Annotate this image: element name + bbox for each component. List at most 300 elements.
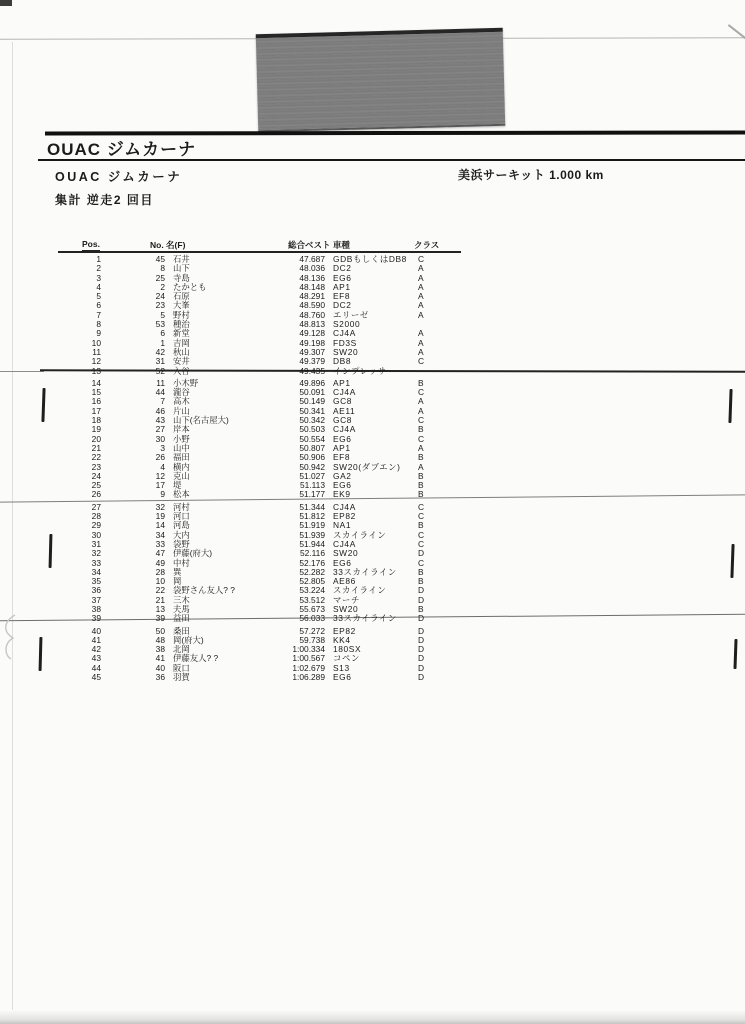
cell-car: GDBもしくはDB8 xyxy=(333,254,407,264)
cell-car: AP1 xyxy=(333,442,351,453)
cell-name: 益田 xyxy=(173,613,190,624)
results-table xyxy=(62,239,458,682)
cell-no: 10 xyxy=(155,576,165,587)
cell-car: AP1 xyxy=(333,281,351,292)
cell-cls: D xyxy=(418,662,425,673)
cell-car: EK9 xyxy=(333,489,351,500)
table-row xyxy=(62,481,458,490)
cell-time: 50.906 xyxy=(299,452,325,463)
cell-cls: C xyxy=(418,511,425,522)
cell-car: FD3S xyxy=(333,337,357,348)
cell-car: SW20 xyxy=(333,548,359,559)
cell-pos: 5 xyxy=(96,291,101,302)
cell-no: 5 xyxy=(160,309,165,320)
cell-cls: A xyxy=(418,396,424,407)
cell-name: 安井 xyxy=(173,356,190,367)
cell-name: 河島 xyxy=(173,520,190,531)
cell-name: 野村 xyxy=(173,309,190,320)
cell-car: SW20 xyxy=(333,603,359,614)
header-class: クラス xyxy=(414,239,439,253)
scan-edge-line xyxy=(12,42,13,1010)
table-row xyxy=(62,435,458,444)
cell-car: エリーゼ xyxy=(333,309,369,320)
cell-no: 23 xyxy=(155,300,165,311)
cell-time: 50.554 xyxy=(299,433,325,444)
cell-time: 57.272 xyxy=(299,625,325,636)
cell-time: 51.344 xyxy=(299,501,325,512)
cell-time: 51.812 xyxy=(299,511,325,522)
cell-pos: 39 xyxy=(91,613,101,624)
cell-no: 33 xyxy=(155,538,165,549)
cell-no: 22 xyxy=(155,585,165,596)
cell-name: 大峯 xyxy=(173,300,190,311)
cell-time: 51.027 xyxy=(299,470,325,481)
cell-cls: A xyxy=(418,281,424,292)
cell-time: 49.307 xyxy=(299,346,325,357)
page-title: OUAC ジムカーナ xyxy=(47,140,197,159)
cell-time: 50.149 xyxy=(299,396,325,407)
table-row xyxy=(62,348,458,357)
cell-cls: A xyxy=(418,328,424,339)
cell-no: 28 xyxy=(155,566,165,577)
table-row xyxy=(62,367,458,376)
cell-time: 49.198 xyxy=(299,337,325,348)
cell-no: 34 xyxy=(155,529,165,540)
cell-pos: 30 xyxy=(91,529,101,540)
cell-pos: 7 xyxy=(96,309,101,320)
table-row xyxy=(62,503,458,512)
cell-no: 2 xyxy=(160,281,165,292)
cell-car: EG6 xyxy=(333,480,352,491)
cell-cls: A xyxy=(418,263,424,274)
cell-name: 山下 xyxy=(173,263,190,274)
cell-pos: 1 xyxy=(96,254,101,264)
cell-name: 高木 xyxy=(173,396,190,407)
cell-car: NA1 xyxy=(333,520,352,531)
cell-name: 桑田 xyxy=(173,625,190,636)
cell-pos: 37 xyxy=(91,594,101,605)
cell-pos: 13 xyxy=(91,365,101,376)
cell-no: 21 xyxy=(155,594,165,605)
cell-pos: 14 xyxy=(91,377,101,388)
cell-time: 1:00.567 xyxy=(292,653,325,664)
cell-name: 河口 xyxy=(173,511,190,522)
table-row xyxy=(62,577,458,586)
cell-name: 種治 xyxy=(173,319,190,330)
cell-time: 1:00.334 xyxy=(292,644,325,655)
cell-car: CJ4A xyxy=(333,501,356,512)
cell-pos: 36 xyxy=(91,585,101,596)
cell-name: 横内 xyxy=(173,461,190,472)
table-row xyxy=(62,397,458,406)
cell-no: 7 xyxy=(160,396,165,407)
cell-pos: 29 xyxy=(91,520,101,531)
table-row xyxy=(62,627,458,636)
cell-pos: 35 xyxy=(91,576,101,587)
cell-car: DB8 xyxy=(333,356,352,367)
cell-cls: D xyxy=(418,653,425,664)
cell-cls: D xyxy=(418,625,425,636)
cell-car: AE86 xyxy=(333,576,356,587)
cell-time: 53.224 xyxy=(299,585,325,596)
table-row xyxy=(62,521,458,530)
cell-pos: 34 xyxy=(91,566,101,577)
cell-name: 入谷 xyxy=(173,365,190,376)
cell-cls: A xyxy=(418,291,424,302)
cell-pos: 4 xyxy=(96,281,101,292)
cell-name: 吉岡 xyxy=(173,337,190,348)
table-row xyxy=(62,614,458,623)
cell-pos: 44 xyxy=(91,662,101,673)
cell-pos: 32 xyxy=(91,548,101,559)
table-row xyxy=(62,407,458,416)
cell-time: 59.738 xyxy=(299,634,325,645)
cell-time: 48.136 xyxy=(299,272,325,283)
cell-car: CJ4A xyxy=(333,538,356,549)
cell-pos: 18 xyxy=(91,415,101,426)
cell-name: 袋野 xyxy=(173,538,190,549)
cell-pos: 23 xyxy=(91,461,101,472)
cell-cls: D xyxy=(418,548,425,559)
cell-cls: A xyxy=(418,300,424,311)
table-row xyxy=(62,472,458,481)
cell-time: 51.177 xyxy=(299,489,325,500)
cell-cls: C xyxy=(418,529,425,540)
table-row xyxy=(62,512,458,521)
cell-time: 1:02.679 xyxy=(292,662,325,673)
cell-no: 43 xyxy=(155,415,165,426)
cell-name: 阪口 xyxy=(173,662,190,673)
cell-time: 49.435 xyxy=(299,365,325,376)
cell-no: 25 xyxy=(155,272,165,283)
table-header-rule xyxy=(58,251,461,253)
table-row xyxy=(62,416,458,425)
table-row xyxy=(62,274,458,283)
cell-name: 巽 xyxy=(173,566,182,577)
cell-no: 45 xyxy=(155,254,165,264)
cell-pos: 19 xyxy=(91,424,101,435)
cell-car: DC2 xyxy=(333,263,352,274)
table-row xyxy=(62,283,458,292)
table-row xyxy=(62,645,458,654)
cell-time: 50.807 xyxy=(299,442,325,453)
cell-car: DC2 xyxy=(333,300,352,311)
cell-no: 14 xyxy=(155,520,165,531)
cell-car: CJ4A xyxy=(333,424,356,435)
cell-cls: C xyxy=(418,387,425,398)
cell-cls: D xyxy=(418,613,425,624)
cell-cls: B xyxy=(418,489,424,500)
cell-no: 24 xyxy=(155,291,165,302)
cell-pos: 42 xyxy=(91,644,101,655)
table-row xyxy=(62,559,458,568)
summary-line: 集計 逆走2 回目 xyxy=(55,193,154,207)
cell-no: 38 xyxy=(155,644,165,655)
cell-name: 寺島 xyxy=(173,272,190,283)
cell-time: 48.291 xyxy=(299,291,325,302)
cell-name: 小木野 xyxy=(173,377,199,388)
cell-cls: D xyxy=(418,644,425,655)
cell-time: 52.116 xyxy=(300,548,325,559)
cell-car: EG6 xyxy=(333,272,352,283)
cell-name: 石原 xyxy=(173,291,190,302)
cell-cls: C xyxy=(418,415,425,426)
cell-cls: B xyxy=(418,480,424,491)
cell-no: 9 xyxy=(160,489,165,500)
cell-time: 53.512 xyxy=(299,594,325,605)
cell-no: 30 xyxy=(155,433,165,444)
cell-pos: 31 xyxy=(91,538,101,549)
cell-time: 49.896 xyxy=(299,377,325,388)
cell-cls: B xyxy=(418,377,424,388)
header-no-name: No. 名(F) xyxy=(150,239,185,253)
cell-car: S13 xyxy=(333,662,350,673)
cell-pos: 22 xyxy=(91,452,101,463)
cell-time: 50.341 xyxy=(299,405,325,416)
staple-mark xyxy=(730,544,734,578)
page-corner-fold-line xyxy=(728,24,745,41)
cell-name: 岡(府大) xyxy=(173,634,204,645)
cell-no: 47 xyxy=(155,548,165,559)
cell-name: 河村 xyxy=(173,501,190,512)
cell-name: 北岡 xyxy=(173,644,190,655)
staple-mark xyxy=(39,637,42,671)
table-row xyxy=(62,264,458,273)
cell-no: 1 xyxy=(160,337,165,348)
cell-time: 48.813 xyxy=(299,319,325,330)
cell-no: 27 xyxy=(155,424,165,435)
cell-pos: 9 xyxy=(96,328,101,339)
cell-time: 48.148 xyxy=(299,281,325,292)
cell-name: 袋野さん友人? ? xyxy=(173,585,235,596)
redaction-tape xyxy=(256,28,505,132)
cell-cls: A xyxy=(418,442,424,453)
table-row xyxy=(62,636,458,645)
cell-car: S2000 xyxy=(333,319,361,330)
cell-time: 52.176 xyxy=(299,557,325,568)
cell-no: 8 xyxy=(160,263,165,274)
cell-pos: 10 xyxy=(91,337,101,348)
cell-no: 13 xyxy=(155,603,165,614)
cell-car: 33スカイライン xyxy=(333,613,397,624)
cell-no: 6 xyxy=(160,328,165,339)
cell-pos: 11 xyxy=(92,346,101,357)
cell-car: CJ4A xyxy=(333,328,356,339)
cell-time: 51.944 xyxy=(299,538,325,549)
cell-car: AP1 xyxy=(333,377,351,388)
cell-cls: B xyxy=(418,566,424,577)
cell-name: 克山 xyxy=(173,470,190,481)
cell-time: 48.590 xyxy=(299,300,325,311)
cell-cls: D xyxy=(418,634,425,645)
cell-no: 31 xyxy=(155,356,165,367)
cell-time: 56.033 xyxy=(299,613,325,624)
cell-no: 26 xyxy=(155,452,165,463)
cell-car: CJ4A xyxy=(333,387,356,398)
table-row xyxy=(62,388,458,397)
cell-car: マーチ xyxy=(333,594,360,605)
cell-name: 大内 xyxy=(173,529,190,540)
table-row xyxy=(62,339,458,348)
cell-name: 堤 xyxy=(173,480,182,491)
cell-cls: C xyxy=(418,356,425,367)
cell-car: KK4 xyxy=(333,634,351,645)
cell-name: 瀧谷 xyxy=(173,387,190,398)
cell-time: 50.342 xyxy=(299,415,325,426)
cell-time: 52.282 xyxy=(299,566,325,577)
cell-pos: 27 xyxy=(91,501,101,512)
cell-no: 50 xyxy=(155,625,165,636)
cell-cls: D xyxy=(418,594,425,605)
cell-no: 12 xyxy=(155,470,165,481)
cell-no: 42 xyxy=(155,346,165,357)
cell-time: 52.805 xyxy=(299,576,325,587)
cell-name: 石井 xyxy=(173,254,190,264)
staple-mark xyxy=(49,534,52,568)
cell-car: EP82 xyxy=(333,625,356,636)
cell-cls: B xyxy=(418,452,424,463)
cell-name: 松本 xyxy=(173,489,190,500)
table-row xyxy=(62,329,458,338)
table-row xyxy=(62,531,458,540)
table-row xyxy=(62,311,458,320)
cell-time: 55.673 xyxy=(299,603,325,614)
cell-car: SW20(ダブエン) xyxy=(333,461,401,472)
cell-car: EF8 xyxy=(333,452,351,463)
cell-time: 50.942 xyxy=(299,461,325,472)
table-row xyxy=(62,596,458,605)
cell-cls: B xyxy=(418,520,424,531)
cell-car: EG6 xyxy=(333,557,352,568)
header-pos: Pos. xyxy=(82,239,100,249)
table-row xyxy=(62,568,458,577)
cell-time: 51.919 xyxy=(299,520,325,531)
table-row xyxy=(62,673,458,682)
cell-name: 秋山 xyxy=(173,346,190,357)
cell-pos: 21 xyxy=(91,442,101,453)
cell-cls: A xyxy=(418,461,424,472)
cell-pos: 3 xyxy=(96,272,101,283)
cell-cls: C xyxy=(418,433,425,444)
cell-pos: 41 xyxy=(91,634,101,645)
cell-no: 46 xyxy=(155,405,165,416)
cell-name: たかとも xyxy=(173,281,207,292)
cell-no: 4 xyxy=(160,461,165,472)
cell-cls: C xyxy=(418,501,425,512)
cell-car: EP82 xyxy=(333,511,356,522)
table-row xyxy=(62,463,458,472)
cell-car: 33スカイライン xyxy=(333,566,397,577)
cell-no: 19 xyxy=(155,511,165,522)
cell-car: SW20 xyxy=(333,346,359,357)
cell-cls: D xyxy=(418,585,425,596)
cell-no: 48 xyxy=(155,634,165,645)
cell-name: 小野 xyxy=(173,433,190,444)
cell-cls: A xyxy=(418,405,424,416)
cell-car: EG6 xyxy=(333,433,352,444)
table-row xyxy=(62,320,458,329)
cell-no: 17 xyxy=(155,480,165,491)
cell-time: 51.939 xyxy=(299,529,325,540)
cell-pos: 16 xyxy=(91,396,101,407)
cell-name: 三木 xyxy=(173,594,190,605)
cell-name: 山中 xyxy=(173,442,190,453)
cell-no: 44 xyxy=(155,387,165,398)
cell-time: 48.036 xyxy=(299,263,325,274)
cell-pos: 25 xyxy=(91,480,101,491)
cell-no: 53 xyxy=(155,319,165,330)
table-row xyxy=(62,301,458,310)
cell-pos: 28 xyxy=(91,511,101,522)
cell-name: 片山 xyxy=(173,405,190,416)
table-row xyxy=(62,425,458,434)
cell-name: 岡 xyxy=(173,576,182,587)
cell-cls: A xyxy=(418,272,424,283)
cell-cls: B xyxy=(418,424,424,435)
cell-cls: C xyxy=(418,538,425,549)
cell-pos: 24 xyxy=(91,470,101,481)
cell-time: 50.091 xyxy=(299,387,325,398)
cell-cls: A xyxy=(418,309,424,320)
cell-no: 11 xyxy=(156,377,165,388)
event-name: OUAC ジムカーナ xyxy=(55,170,183,184)
cell-pos: 33 xyxy=(91,557,101,568)
cell-no: 36 xyxy=(155,672,165,683)
table-row xyxy=(62,549,458,558)
title-rule-bottom xyxy=(38,159,745,161)
table-row xyxy=(62,654,458,663)
cell-no: 41 xyxy=(155,653,165,664)
staple-mark xyxy=(728,389,732,423)
cell-name: 福田 xyxy=(173,452,190,463)
cell-pos: 8 xyxy=(96,319,101,330)
cell-car: AE11 xyxy=(333,405,356,416)
cell-no: 40 xyxy=(155,662,165,673)
cell-car: EF8 xyxy=(333,291,351,302)
cell-cls: B xyxy=(418,603,424,614)
cell-time: 48.760 xyxy=(299,309,325,320)
cell-name: 中村 xyxy=(173,557,190,568)
cell-no: 39 xyxy=(155,613,165,624)
cell-name: 岸本 xyxy=(173,424,190,435)
cell-pos: 6 xyxy=(96,300,101,311)
cell-cls: B xyxy=(418,576,424,587)
header-best-car: 総合ベスト 車種 xyxy=(288,239,350,253)
table-row xyxy=(62,605,458,614)
cell-cls: A xyxy=(418,337,424,348)
cell-time: 1:06.289 xyxy=(292,672,325,683)
cell-cls: B xyxy=(418,470,424,481)
cell-time: 50.503 xyxy=(299,424,325,435)
cell-car: コペン xyxy=(333,653,360,664)
cell-cls: C xyxy=(418,254,425,264)
table-row xyxy=(62,490,458,499)
cell-car: 180SX xyxy=(333,644,362,655)
cell-pos: 26 xyxy=(91,489,101,500)
staple-mark xyxy=(733,639,737,669)
cell-cls: A xyxy=(418,346,424,357)
cell-name: 山下(名古屋大) xyxy=(173,415,229,426)
cell-car: GC8 xyxy=(333,415,353,426)
table-row xyxy=(62,444,458,453)
cell-pos: 12 xyxy=(91,356,101,367)
cell-time: 51.113 xyxy=(300,480,325,491)
cell-no: 3 xyxy=(160,442,165,453)
cell-car: インプレッサ xyxy=(333,365,387,376)
cell-pos: 43 xyxy=(91,653,101,664)
cell-pos: 20 xyxy=(91,433,101,444)
staple-mark xyxy=(41,388,45,422)
